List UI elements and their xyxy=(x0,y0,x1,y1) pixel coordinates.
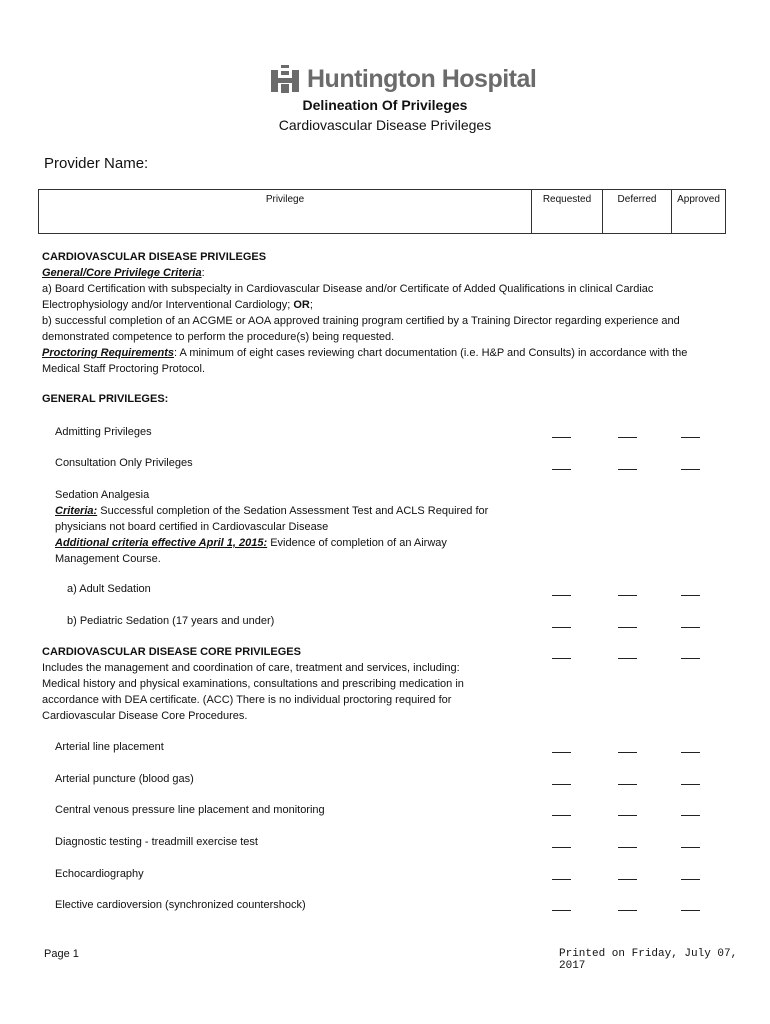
requested-blank[interactable] xyxy=(552,595,571,596)
criteria-a-text: Electrophysiology and/or Interventional Cardiology; xyxy=(42,299,294,311)
pediatric-sedation: b) Pediatric Sedation (17 years and under) xyxy=(67,615,275,627)
criteria-a-line1: a) Board Certification with subspecialty in Cardiovascular Disease and/or Certificate of Added Qualifications in clinical Cardiac xyxy=(42,283,654,295)
requested-blank[interactable] xyxy=(552,627,571,628)
sedation-criteria-line1 xyxy=(55,503,488,519)
sedation-criteria-line2: physicians not board certified in Cardiovascular Disease xyxy=(55,521,329,533)
printed-date: Printed on Friday, July 07, 2017 xyxy=(559,948,738,972)
additional-criteria-label: Additional criteria effective April 1, 2015: xyxy=(55,537,268,549)
additional-criteria-line xyxy=(55,535,488,551)
provider-name-label: Provider Name: xyxy=(44,155,149,172)
deferred-blank[interactable] xyxy=(618,469,637,470)
core-desc-line1: Includes the management and coordination of care, treatment and services, including: xyxy=(42,662,460,674)
requested-blank[interactable] xyxy=(552,910,571,911)
hospital-logo-icon xyxy=(270,64,300,94)
approved-blank[interactable] xyxy=(681,910,700,911)
deferred-blank[interactable] xyxy=(618,627,637,628)
core-item: Central venous pressure line placement and monitoring xyxy=(55,804,325,816)
core-item: Arterial line placement xyxy=(55,741,164,753)
column-approved: Approved xyxy=(672,190,726,234)
approved-blank[interactable] xyxy=(681,437,700,438)
requested-blank[interactable] xyxy=(552,752,571,753)
requested-blank[interactable] xyxy=(552,879,571,880)
proctoring-label: Proctoring Requirements xyxy=(42,347,175,359)
deferred-blank[interactable] xyxy=(618,784,637,785)
document-subtitle: Cardiovascular Disease Privileges xyxy=(278,117,492,133)
general-privileges-heading: GENERAL PRIVILEGES: xyxy=(42,393,169,405)
proctoring-line2: Medical Staff Proctoring Protocol. xyxy=(42,363,206,375)
deferred-blank[interactable] xyxy=(618,847,637,848)
document-title: Delineation Of Privileges xyxy=(302,97,468,113)
approved-blank[interactable] xyxy=(681,879,700,880)
page-number: Page 1 xyxy=(44,948,79,960)
column-requested: Requested xyxy=(532,190,603,234)
sedation-criteria-label: Criteria: xyxy=(55,505,98,517)
requested-blank[interactable] xyxy=(552,469,571,470)
proctoring-line xyxy=(42,345,687,361)
deferred-blank[interactable] xyxy=(618,879,637,880)
core-item: Elective cardioversion (synchronized countershock) xyxy=(55,899,306,911)
core-section xyxy=(42,644,464,724)
column-privilege: Privilege xyxy=(39,190,532,234)
criteria-a-line2 xyxy=(42,297,687,313)
core-item: Echocardiography xyxy=(55,868,144,880)
deferred-blank[interactable] xyxy=(618,595,637,596)
approved-blank[interactable] xyxy=(681,815,700,816)
sedation-title: Sedation Analgesia xyxy=(55,489,150,501)
requested-blank[interactable] xyxy=(552,784,571,785)
criteria-colon: : xyxy=(201,267,205,279)
criteria-or: OR xyxy=(293,299,310,311)
sedation-section xyxy=(55,487,488,567)
approved-blank[interactable] xyxy=(681,752,700,753)
requested-blank[interactable] xyxy=(552,847,571,848)
deferred-blank[interactable] xyxy=(618,658,637,659)
criteria-label: General/Core Privilege Criteria xyxy=(42,267,202,279)
criteria-b-line2: demonstrated competence to perform the procedure(s) being requested. xyxy=(42,331,395,343)
section-heading: CARDIOVASCULAR DISEASE PRIVILEGES xyxy=(42,251,267,263)
approved-blank[interactable] xyxy=(681,658,700,659)
core-desc-line3: accordance with DEA certificate. (ACC) There is no individual proctoring required for xyxy=(42,694,452,706)
consultation-privileges: Consultation Only Privileges xyxy=(55,457,193,469)
approved-blank[interactable] xyxy=(681,847,700,848)
sedation-criteria-text: Successful completion of the Sedation Assessment Test and ACLS Required for xyxy=(97,505,489,517)
deferred-blank[interactable] xyxy=(618,437,637,438)
hospital-logo xyxy=(270,62,536,96)
core-desc-line4: Cardiovascular Disease Core Procedures. xyxy=(42,710,248,722)
admitting-privileges: Admitting Privileges xyxy=(55,426,152,438)
approved-blank[interactable] xyxy=(681,627,700,628)
deferred-blank[interactable] xyxy=(618,752,637,753)
proctoring-text: : A minimum of eight cases reviewing chart documentation (i.e. H&P and Consults) in accordance with the xyxy=(174,347,688,359)
requested-blank[interactable] xyxy=(552,658,571,659)
additional-criteria-line2: Management Course. xyxy=(55,553,161,565)
column-deferred: Deferred xyxy=(603,190,672,234)
criteria-b-line1: b) successful completion of an ACGME or AOA approved training program certified by a Training Director regarding experience and xyxy=(42,315,680,327)
approved-blank[interactable] xyxy=(681,595,700,596)
core-item: Diagnostic testing - treadmill exercise test xyxy=(55,836,258,848)
logo-text: Huntington Hospital xyxy=(307,64,537,93)
core-item: Arterial puncture (blood gas) xyxy=(55,773,194,785)
intro-section xyxy=(42,249,687,377)
deferred-blank[interactable] xyxy=(618,815,637,816)
core-heading: CARDIOVASCULAR DISEASE CORE PRIVILEGES xyxy=(42,646,301,658)
deferred-blank[interactable] xyxy=(618,910,637,911)
criteria-line xyxy=(42,265,687,281)
privilege-header-table xyxy=(38,189,726,234)
requested-blank[interactable] xyxy=(552,815,571,816)
approved-blank[interactable] xyxy=(681,469,700,470)
approved-blank[interactable] xyxy=(681,784,700,785)
requested-blank[interactable] xyxy=(552,437,571,438)
adult-sedation: a) Adult Sedation xyxy=(67,583,151,595)
criteria-a-end: ; xyxy=(309,299,313,311)
core-desc-line2: Medical history and physical examinations, consultations and prescribing medication in xyxy=(42,678,464,690)
additional-criteria-text: Evidence of completion of an Airway xyxy=(267,537,447,549)
